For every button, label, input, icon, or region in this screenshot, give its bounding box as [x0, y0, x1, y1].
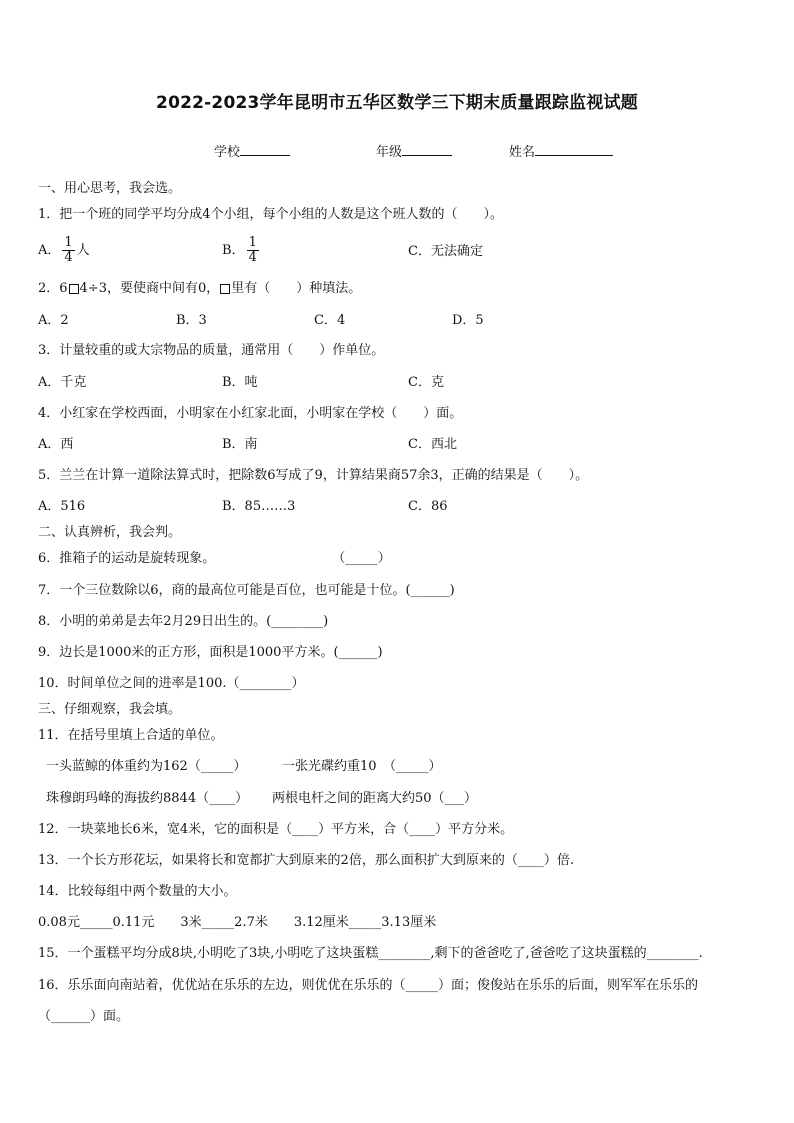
q1-option-c[interactable]: C．无法确定 — [408, 244, 483, 259]
question-7: 7．一个三位数除以6，商的最高位可能是百位，也可能是十位。(______) — [38, 583, 455, 598]
grade-label: 年级 — [376, 145, 403, 160]
q4-option-b[interactable]: B．南 — [222, 437, 258, 452]
q3-option-b[interactable]: B．吨 — [222, 375, 258, 390]
q2-option-a[interactable]: A．2 — [38, 313, 69, 328]
question-3: 3．计量较重的或大宗物品的质量，通常用（ ）作单位。 — [38, 343, 385, 358]
school-blank[interactable] — [240, 143, 290, 156]
question-9: 9．边长是1000米的正方形，面积是1000平方米。(______) — [38, 645, 383, 660]
q5-option-c[interactable]: C．86 — [408, 499, 448, 514]
q1-option-a[interactable]: A． $\frac{1}{4}$ 人 — [38, 235, 90, 265]
q14-items: 0.08元_____0.11元 3米_____2.7米 3.12厘米_____3.13厘米 — [38, 915, 437, 930]
page-title: 2022-2023学年昆明市五华区数学三下期末质量跟踪监视试题 — [156, 93, 638, 113]
question-11: 11．在括号里填上合适的单位。 — [38, 728, 224, 743]
name-field — [509, 141, 613, 160]
question-13: 13．一个长方形花坛，如果将长和宽都扩大到原来的2倍，那么面积扩大到原来的（____）倍. — [38, 853, 574, 868]
q2-option-d[interactable]: D．5 — [452, 313, 484, 328]
q3-option-c[interactable]: C．克 — [408, 375, 444, 390]
question-16-continued: （______）面。 — [38, 1009, 130, 1024]
grade-blank[interactable] — [402, 143, 452, 156]
fraction: $\frac{1}{4}$ — [64, 235, 73, 265]
question-10: 10．时间单位之间的进率是100.（________） — [38, 676, 305, 691]
q2-option-c[interactable]: C．4 — [314, 313, 346, 328]
question-6: 6．推箱子的运动是旋转现象。 （_____） — [38, 551, 391, 566]
grade-field — [376, 141, 452, 160]
question-15: 15．一个蛋糕平均分成8块,小明吃了3块,小明吃了这块蛋糕________,剩下的爸爸吃了,爸爸吃了这块蛋糕的________. — [38, 946, 703, 961]
question-14: 14．比较每组中两个数量的大小。 — [38, 884, 237, 899]
q4-option-c[interactable]: C．西北 — [408, 437, 457, 452]
name-blank[interactable] — [535, 143, 613, 156]
question-4: 4．小红家在学校西面，小明家在小红家北面，小明家在学校（ ）面。 — [38, 406, 463, 421]
question-1: 1．把一个班的同学平均分成4个小组，每个小组的人数是这个班人数的（ ）。 — [38, 207, 504, 222]
q11-item-disc: 一张光碟约重10 （_____） — [282, 759, 442, 774]
q3-option-a[interactable]: A．千克 — [38, 375, 87, 390]
section-2-heading: 二、认真辨析，我会判。 — [38, 525, 182, 540]
question-5: 5．兰兰在计算一道除法算式时，把除数6写成了9，计算结果商57余3，正确的结果是（ ）。 — [38, 468, 589, 483]
school-label: 学校 — [214, 145, 241, 160]
q5-option-b[interactable]: B．85……3 — [222, 499, 296, 514]
name-label: 姓名 — [509, 145, 536, 160]
fraction: $\frac{1}{4}$ — [248, 235, 257, 265]
section-3-heading: 三、仔细观察，我会填。 — [38, 702, 182, 717]
empty-box-icon — [69, 284, 79, 294]
q11-item-everest: 珠穆朗玛峰的海拔约8844（____） — [46, 791, 249, 806]
q2-option-b[interactable]: B．3 — [176, 313, 207, 328]
q1-option-b[interactable]: B． $\frac{1}{4}$ — [222, 235, 257, 265]
question-8: 8．小明的弟弟是去年2月29日出生的。(________) — [38, 614, 329, 629]
question-2: 2．6 4÷3，要使商中间有0， 里有（ ）种填法。 — [38, 281, 362, 296]
school-field — [214, 141, 290, 160]
q5-option-a[interactable]: A．516 — [38, 499, 86, 514]
section-1-heading: 一、用心思考，我会选。 — [38, 181, 182, 196]
question-12: 12．一块菜地长6米，宽4米，它的面积是（____）平方米，合（____）平方分米。 — [38, 822, 514, 837]
q11-item-poles: 两根电杆之间的距离大约50（___） — [272, 791, 478, 806]
empty-box-icon — [220, 284, 230, 294]
q4-option-a[interactable]: A．西 — [38, 437, 74, 452]
question-16: 16．乐乐面向南站着，优优站在乐乐的左边，则优优在乐乐的（_____）面；俊俊站在乐乐的后面，则军军在乐乐的 — [38, 978, 699, 993]
q11-item-blue-whale: 一头蓝鲸的体重约为162（_____） — [46, 759, 247, 774]
